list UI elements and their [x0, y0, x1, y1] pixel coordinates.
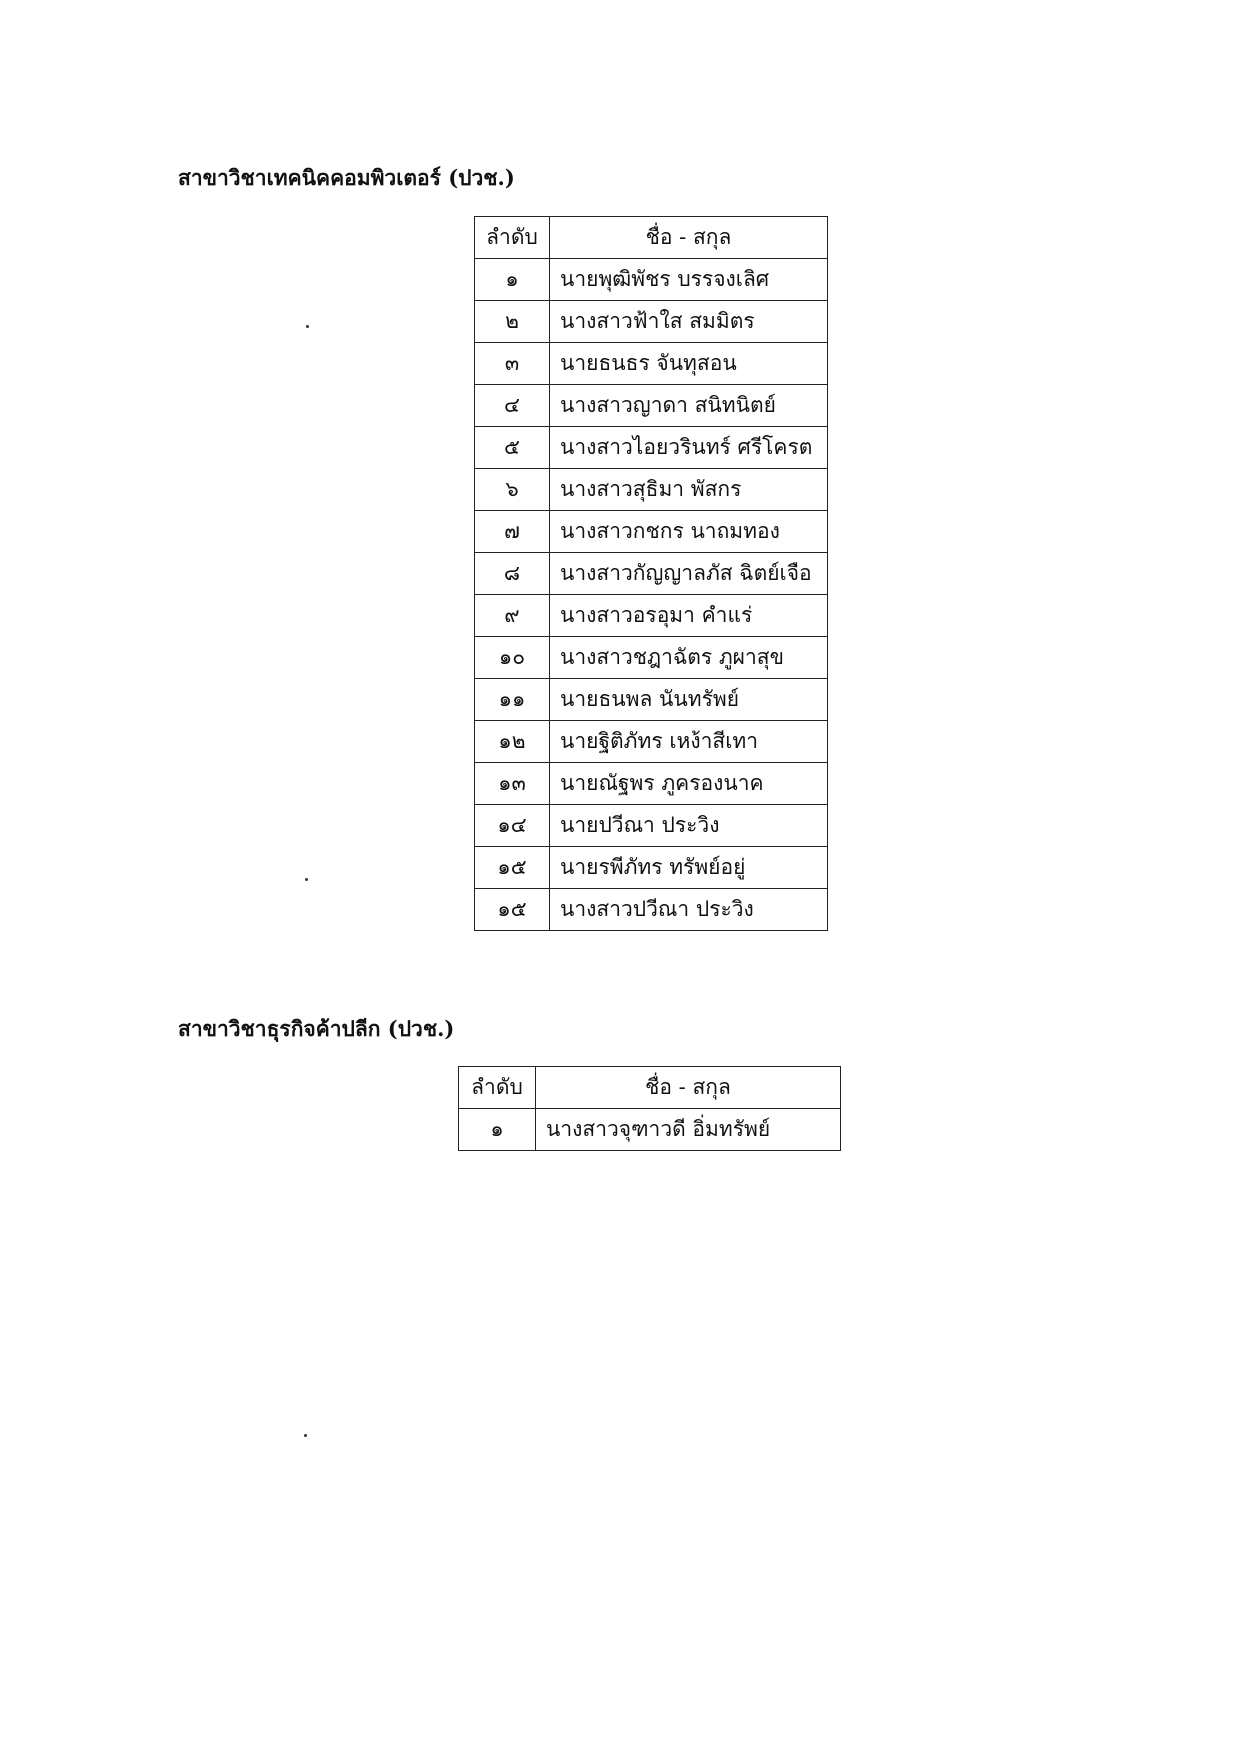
- row-number: ๑๕: [475, 847, 550, 889]
- table-row: [475, 679, 828, 721]
- table-row: [475, 511, 828, 553]
- table-row: [475, 259, 828, 301]
- section-heading-computer-technology: สาขาวิชาเทคนิคคอมพิวเตอร์ (ปวช.): [178, 165, 515, 190]
- table-row: [475, 637, 828, 679]
- column-header-name: ชื่อ - สกุล: [550, 217, 828, 259]
- table-row: [459, 1109, 841, 1151]
- row-name: นางสาวกัญญาลภัส ฉิตย์เจือ: [550, 553, 828, 595]
- row-name: นายฐิติภัทร เหง้าสีเทา: [550, 721, 828, 763]
- table-row: [475, 721, 828, 763]
- table-row: [475, 469, 828, 511]
- row-name: นายธนพล นันทรัพย์: [550, 679, 828, 721]
- roster-table-computer-technology: [474, 216, 828, 931]
- table-header-row: [459, 1067, 841, 1109]
- row-number: ๑๔: [475, 805, 550, 847]
- row-name: นางสาวกชกร นาถมทอง: [550, 511, 828, 553]
- scan-speck: [304, 1434, 307, 1437]
- row-number: ๑๑: [475, 679, 550, 721]
- row-name: นายปวีณา ประวิง: [550, 805, 828, 847]
- row-number: ๑๕: [475, 889, 550, 931]
- table-row: [475, 595, 828, 637]
- row-number: ๑๒: [475, 721, 550, 763]
- table-row: [475, 805, 828, 847]
- table-header-row: [475, 217, 828, 259]
- row-name: นางสาวปวีณา ประวิง: [550, 889, 828, 931]
- row-number: ๒: [475, 301, 550, 343]
- row-number: ๔: [475, 385, 550, 427]
- row-number: ๘: [475, 553, 550, 595]
- row-name: นายพุฒิพัชร บรรจงเลิศ: [550, 259, 828, 301]
- row-number: ๖: [475, 469, 550, 511]
- table-row: [475, 763, 828, 805]
- row-number: ๓: [475, 343, 550, 385]
- scan-speck: [305, 878, 308, 881]
- table-row: [475, 553, 828, 595]
- table-row: [475, 385, 828, 427]
- row-number: ๑๓: [475, 763, 550, 805]
- table-row: [475, 847, 828, 889]
- row-number: ๗: [475, 511, 550, 553]
- table-row: [475, 889, 828, 931]
- row-number: ๑: [459, 1109, 536, 1151]
- column-header-number: ลำดับ: [475, 217, 550, 259]
- row-number: ๑๐: [475, 637, 550, 679]
- row-name: นางสาวฟ้าใส สมมิตร: [550, 301, 828, 343]
- table-row: [475, 343, 828, 385]
- row-name: นายรพีภัทร ทรัพย์อยู่: [550, 847, 828, 889]
- column-header-number: ลำดับ: [459, 1067, 536, 1109]
- row-name: นางสาวอรอุมา คำแร่: [550, 595, 828, 637]
- row-name: นางสาวจุฑาวดี อิ่มทรัพย์: [536, 1109, 841, 1151]
- row-number: ๑: [475, 259, 550, 301]
- row-number: ๙: [475, 595, 550, 637]
- scan-speck: [306, 325, 309, 328]
- section-heading-retail-business: สาขาวิชาธุรกิจค้าปลีก (ปวช.): [178, 1016, 455, 1041]
- roster-table-retail-business: [458, 1066, 841, 1151]
- row-name: นายธนธร จันทุสอน: [550, 343, 828, 385]
- row-name: นางสาวสุธิมา พัสกร: [550, 469, 828, 511]
- row-name: นางสาวไอยวรินทร์ ศรีโครต: [550, 427, 828, 469]
- column-header-name: ชื่อ - สกุล: [536, 1067, 841, 1109]
- row-name: นางสาวญาดา สนิทนิตย์: [550, 385, 828, 427]
- row-number: ๕: [475, 427, 550, 469]
- table-row: [475, 427, 828, 469]
- row-name: นายณัฐพร ภูครองนาค: [550, 763, 828, 805]
- row-name: นางสาวชฎาฉัตร ภูผาสุข: [550, 637, 828, 679]
- table-row: [475, 301, 828, 343]
